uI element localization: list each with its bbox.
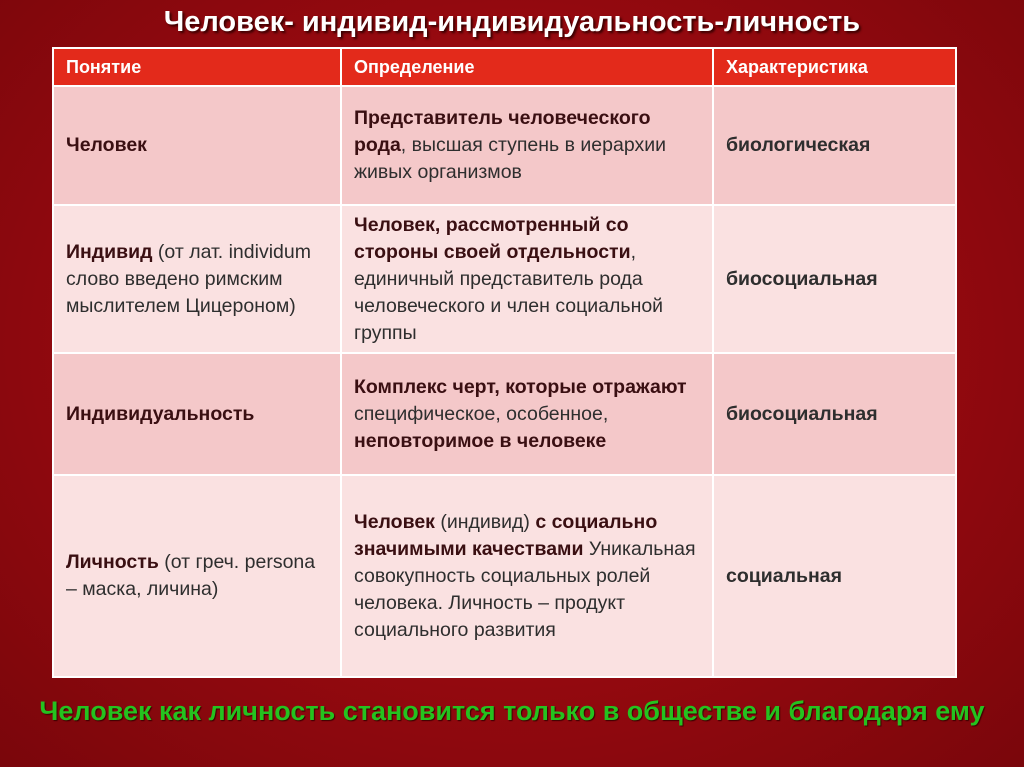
footer-conclusion: Человек как личность становится только в обществе и благодаря ему [39,696,985,726]
table-header-row [53,48,956,86]
concept-term: Индивид [66,240,153,263]
characteristic-cell: биосоциальная [713,205,956,353]
table-row [53,205,956,353]
characteristic-cell: биосоциальная [713,353,956,475]
concepts-table [52,47,957,678]
definition-key-1: Человек [354,510,435,533]
header-concept: Понятие [53,48,341,86]
concept-note: (от лат. individum слово введено римским мыслителем Цицероном) [66,240,311,317]
table-row [53,86,956,205]
concept-cell [53,353,341,475]
definition-key-1: Представитель человеческого рода [354,107,651,156]
concept-cell [53,205,341,353]
definition-cell [341,353,713,475]
header-characteristic: Характеристика [713,48,956,86]
definition-key-2: с социально значимыми качествами [354,510,658,560]
definition-text-1: (индивид) [434,510,536,533]
definition-text-1: , единичный представитель рода человеческого и член социальной группы [354,240,664,344]
definition-cell [341,475,713,677]
concept-term: Человек [66,134,147,156]
table-row [53,353,956,475]
header-definition: Определение [341,48,713,86]
definition-text-1: , высшая ступень в иерархии живых организмов [354,134,666,183]
concept-cell [53,475,341,677]
characteristic-cell: биологическая [713,86,956,205]
definition-cell [341,86,713,205]
concept-term: Индивидуальность [66,402,255,425]
definition-key-1: Человек, рассмотренный со стороны своей отдельности [354,213,631,263]
definition-text-1: специфическое, особенное, [354,402,609,425]
concept-term: Личность [66,551,159,573]
characteristic-cell: социальная [713,475,956,677]
concept-cell [53,86,341,205]
definition-cell [341,205,713,353]
table-row [53,475,956,677]
slide-title: Человек- индивид-индивидуальность-личность [163,6,861,38]
definition-key-2: неповторимое в человеке [354,429,607,452]
definition-key-1: Комплекс черт, которые отражают [354,375,687,398]
concept-note: (от греч. persona – маска, личина) [66,551,316,600]
definition-text-2: Уникальная совокупность социальных ролей человека. Личность – продукт социального развития [354,537,696,641]
